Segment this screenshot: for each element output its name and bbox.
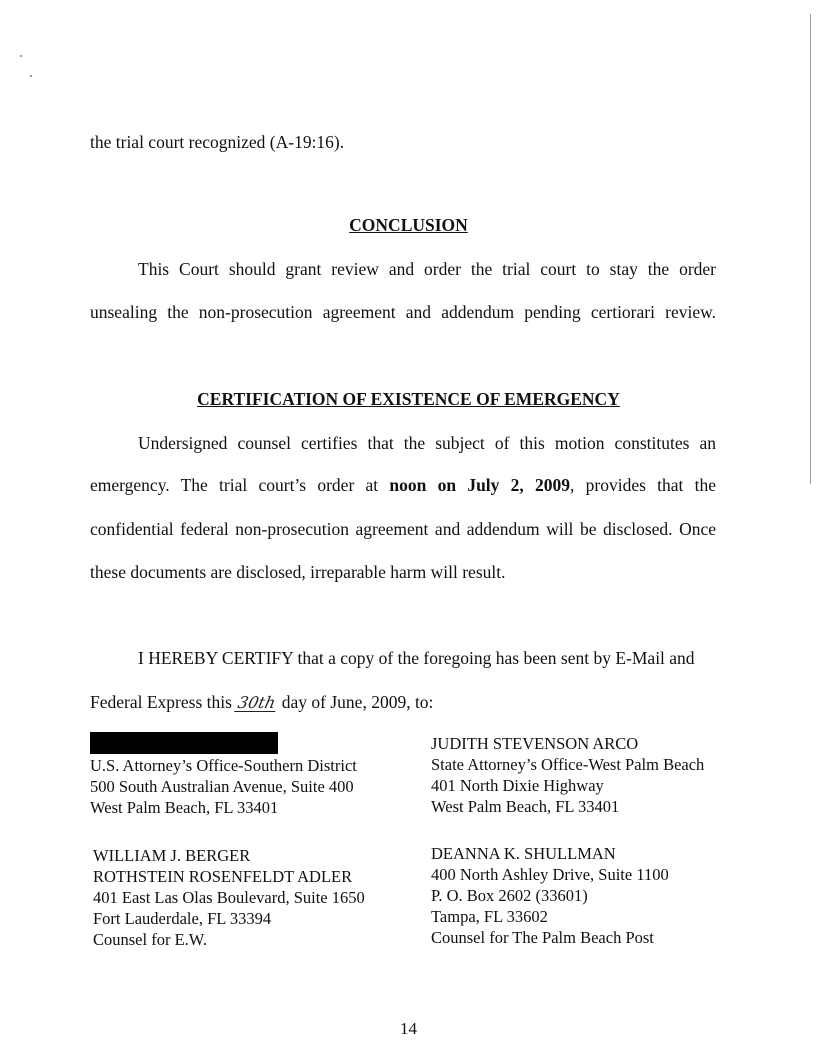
address-line: Counsel for E.W. <box>93 930 207 949</box>
scan-speck <box>30 75 32 77</box>
emergency-heading: CERTIFICATION OF EXISTENCE OF EMERGENCY <box>197 389 620 409</box>
recipient-counsel-ew <box>93 845 365 950</box>
address-line: ROTHSTEIN ROSENFELDT ADLER <box>93 867 353 886</box>
page-number: 14 <box>400 1019 417 1038</box>
recipient-palm-beach-post <box>431 843 669 948</box>
emergency-deadline: noon on July 2, 2009 <box>389 475 571 495</box>
emergency-line-2-start: emergency. The trial court’s order at <box>90 475 390 495</box>
address-line: State Attorney’s Office-West Palm Beach <box>431 755 705 774</box>
conclusion-line-1: This Court should grant review and order the trial court to stay the order <box>138 259 716 279</box>
emergency-line-2-end: , provides that the <box>570 475 717 495</box>
handwritten-day: 30th <box>236 693 278 712</box>
address-line: P. O. Box 2602 (33601) <box>431 886 588 905</box>
conclusion-line-2: unsealing the non-prosecution agreement and addendum pending certiorari review. <box>90 302 716 322</box>
recipient-name: JUDITH STEVENSON ARCO <box>431 734 639 753</box>
conclusion-heading: CONCLUSION <box>349 215 468 235</box>
continuation-text: the trial court recognized (A-19:16). <box>90 132 345 152</box>
address-line: Tampa, FL 33602 <box>431 907 548 926</box>
address-line: West Palm Beach, FL 33401 <box>431 797 620 816</box>
address-line: 401 East Las Olas Boulevard, Suite 1650 <box>93 888 365 907</box>
address-line: U.S. Attorney’s Office-Southern District <box>90 756 357 775</box>
emergency-line-1: Undersigned counsel certifies that the subject of this motion constitutes an <box>138 433 716 453</box>
emergency-line-3: confidential federal non-prosecution agreement and addendum will be disclosed. Once <box>90 519 716 539</box>
recipient-name: DEANNA K. SHULLMAN <box>431 844 616 863</box>
scan-edge-line <box>810 14 811 484</box>
address-line: West Palm Beach, FL 33401 <box>90 798 279 817</box>
address-line: 500 South Australian Avenue, Suite 400 <box>90 777 354 796</box>
recipient-name: WILLIAM J. BERGER <box>93 846 251 865</box>
certificate-line-1: I HEREBY CERTIFY that a copy of the foregoing has been sent by E-Mail and <box>138 648 695 668</box>
recipient-us-attorney <box>90 732 357 818</box>
emergency-line-4: these documents are disclosed, irreparable harm will result. <box>90 562 506 582</box>
certificate-line-2-end: day of June, 2009, to: <box>277 692 434 712</box>
address-line: Fort Lauderdale, FL 33394 <box>93 909 272 928</box>
address-line: 400 North Ashley Drive, Suite 1100 <box>431 865 669 884</box>
address-line: 401 North Dixie Highway <box>431 776 604 795</box>
recipient-state-attorney <box>431 733 704 817</box>
certificate-line-2-start: Federal Express this <box>90 692 237 712</box>
address-line: Counsel for The Palm Beach Post <box>431 928 654 947</box>
certificate-line-2 <box>90 692 433 712</box>
scan-speck <box>20 55 22 57</box>
emergency-line-2 <box>90 475 716 495</box>
redaction-block <box>90 732 278 754</box>
